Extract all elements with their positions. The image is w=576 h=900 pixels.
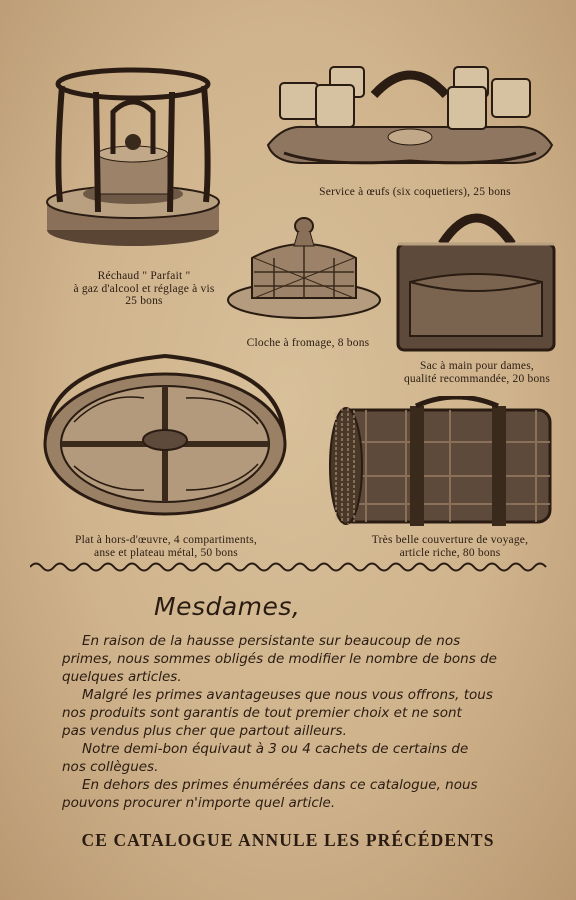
notice-line: quelques articles. bbox=[62, 669, 182, 685]
hors-doeuvre-dish-illustration bbox=[34, 352, 296, 522]
egg-service-caption bbox=[270, 186, 560, 199]
cheese-dome-caption-line: Cloche à fromage, 8 bons bbox=[246, 337, 370, 349]
rechaud-caption-line: à gaz d'alcool et réglage à vis bbox=[73, 282, 215, 295]
rechaud-illustration bbox=[38, 62, 228, 252]
cheese-dome-caption bbox=[226, 337, 390, 350]
notice-line: Malgré les primes avantageuses que nous vous offrons, tous bbox=[82, 687, 493, 703]
notice-line: primes, nous sommes obligés de modifier le nombre de bons de bbox=[62, 651, 497, 667]
rechaud-caption-line: Réchaud " Parfait " bbox=[97, 270, 191, 282]
notice-line: nos collègues. bbox=[62, 759, 159, 775]
handbag-caption-line: qualité recommandée, 20 bons bbox=[403, 372, 551, 385]
hors-doeuvre-dish-caption bbox=[44, 534, 288, 559]
travel-blanket-caption bbox=[332, 534, 568, 559]
hors-doeuvre-dish-caption-line: anse et plateau métal, 50 bons bbox=[94, 546, 238, 559]
egg-service-caption-line: Service à œufs (six coquetiers), 25 bons bbox=[319, 186, 511, 198]
handbag-caption bbox=[386, 360, 568, 385]
handbag-illustration bbox=[392, 200, 560, 352]
notice-line: En raison de la hausse persistante sur beaucoup de nos bbox=[82, 633, 461, 649]
notice-line: pouvons procurer n'importe quel article. bbox=[62, 795, 336, 811]
cheese-dome-illustration bbox=[224, 212, 384, 324]
hors-doeuvre-dish-caption-line: Plat à hors-d'œuvre, 4 compartiments, bbox=[75, 534, 257, 546]
greeting-heading: Mesdames, bbox=[154, 592, 301, 621]
travel-blanket-caption-line: Très belle couverture de voyage, bbox=[371, 534, 529, 546]
travel-blanket-caption-line: article riche, 80 bons bbox=[399, 546, 501, 559]
notice-line: pas vendus plus cher que partout ailleurs. bbox=[62, 723, 347, 739]
rechaud-caption-line: 25 bons bbox=[125, 295, 163, 307]
catalogue-notice-footer: CE CATALOGUE ANNULE LES PRÉCÉDENTS bbox=[81, 830, 495, 850]
travel-blanket-illustration bbox=[326, 396, 556, 528]
egg-service-illustration bbox=[264, 55, 556, 175]
notice-paragraph bbox=[62, 632, 542, 812]
notice-line: nos produits sont garantis de tout premier choix et ne sont bbox=[62, 705, 462, 721]
rechaud-caption bbox=[40, 270, 248, 308]
notice-line: En dehors des primes énumérées dans ce catalogue, nous bbox=[82, 777, 478, 793]
wavy-divider bbox=[30, 560, 550, 574]
handbag-caption-line: Sac à main pour dames, bbox=[420, 360, 534, 372]
notice-line: Notre demi-bon équivaut à 3 ou 4 cachets de certains de bbox=[82, 741, 469, 757]
